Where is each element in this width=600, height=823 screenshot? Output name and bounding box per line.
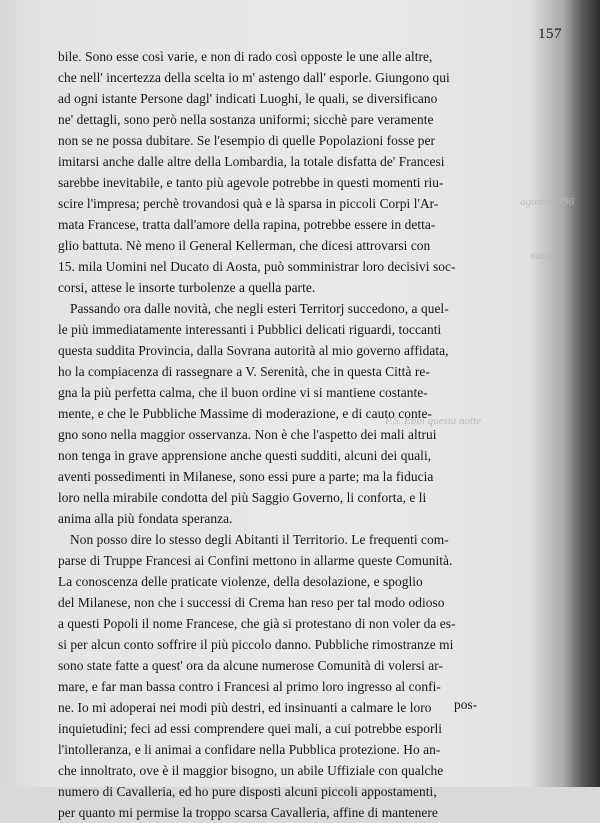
paragraph-start-line: Non posso dire lo stesso degli Abitanti il Territorio. Le frequenti com-	[70, 532, 449, 547]
text-line: le più immediatamente interessanti i Pubblici delicati riguardi, toccanti	[58, 322, 442, 337]
page-number: 157	[538, 26, 562, 42]
text-line: sono state fatte a quest' ora da alcune numerose Comunità di volersi ar-	[58, 658, 444, 673]
text-line: anima alla più fondata speranza.	[58, 511, 233, 526]
text-line: 15. mila Uomini nel Ducato di Aosta, può somministrar loro decisivi soc-	[58, 259, 456, 274]
text-line: si per alcun conto soffrire il più piccolo danno. Pubbliche rimostranze mi	[58, 637, 454, 652]
text-line: ho la compiacenza di rassegnare a V. Serenità, che in questa Città re-	[58, 364, 430, 379]
text-line: parse di Truppe Francesi ai Confini mettono in allarme queste Comunità.	[58, 553, 453, 568]
body-text	[58, 46, 558, 823]
text-line: che innoltrato, ove è il maggior bisogno, un abile Uffiziale con qualche	[58, 763, 444, 778]
text-line: numero di Cavalleria, ed ho pure disposti alcuni piccoli appostamenti,	[58, 784, 437, 799]
text-line: ne' dettagli, sono però nella sostanza uniformi; sicchè pare veramente	[58, 112, 434, 127]
show-through-text: nuove	[530, 250, 557, 262]
text-line: imitarsi anche dalle altre della Lombardia, la totale disfatta de' Francesi	[58, 154, 445, 169]
text-line: del Milanese, non che i successi di Crema han reso per tal modo odioso	[58, 595, 445, 610]
text-line: per quanto mi permise la troppo scarsa Cavalleria, affine di mantenere	[58, 805, 438, 820]
text-line: mata Francese, tratta dall'amore della rapina, potrebbe essere in detta-	[58, 217, 436, 232]
text-line: corsi, attese le insorte turbolenze a quella parte.	[58, 280, 316, 295]
text-line: non se ne possa dubitare. Se l'esempio di quelle Popolazioni fosse per	[58, 133, 436, 148]
text-line: scire l'impresa; perchè trovandosi quà e là sparsa in piccoli Corpi l'Ar-	[58, 196, 439, 211]
text-line: questa suddita Provincia, dalla Sovrana autorità al mio governo affidata,	[58, 343, 449, 358]
text-line: ne. Io mi adoperai nei modi più destri, ed insinuanti a calmare le loro	[58, 700, 432, 715]
text-line: inquietudini; feci ad essi comprendere quei mali, a cui potrebbe esporli	[58, 721, 442, 736]
text-line: glio battuta. Nè meno il General Kellerman, che dicesi attrovarsi con	[58, 238, 431, 253]
paragraph-start-line: Passando ora dalle novità, che negli esteri Territorj succedono, a quel-	[70, 301, 449, 316]
text-line: a questi Popoli il nome Francese, che già si protestano di non voler da es-	[58, 616, 456, 631]
text-line: loro nella mirabile condotta del più Saggio Governo, li conforta, e li	[58, 490, 427, 505]
text-line: non tenga in grave apprensione anche questi sudditi, alcuni dei quali,	[58, 448, 432, 463]
text-line: mente, e che le Pubbliche Massime di moderazione, e di cauto conte-	[58, 406, 433, 421]
catchword: pos-	[454, 697, 478, 712]
text-line: che nell' incertezza della scelta io m' astengo dall' esporle. Giungono qui	[58, 70, 450, 85]
text-line: mare, e far man bassa contro i Francesi al primo loro ingresso al confi-	[58, 679, 441, 694]
text-line: ad ogni istante Persone dagl' indicati Luoghi, le quali, se diversificano	[58, 91, 438, 106]
show-through-text: P.S. Ebbi questa notte	[385, 415, 482, 427]
text-line: gno sono nella maggior osservanza. Non è che l'aspetto dei mali altrui	[58, 427, 437, 442]
text-line: sarebbe inevitabile, e tanto più agevole potrebbe in questi momenti riu-	[58, 175, 444, 190]
text-line: aventi possedimenti in Milanese, sono essi pure a parte; ma la fiducia	[58, 469, 434, 484]
text-line: l'intolleranza, e li animai a confidare nella Pubblica protezione. Ho an-	[58, 742, 441, 757]
text-line: gna la più perfetta calma, che il buon ordine vi si mantiene costante-	[58, 385, 428, 400]
text-line: La conoscenza delle praticate violenze, della desolazione, e spoglio	[58, 574, 423, 589]
text-line: bile. Sono esse così varie, e non di rado così opposte le une alle altre,	[58, 49, 433, 64]
show-through-text: agosto 1796	[520, 196, 575, 208]
